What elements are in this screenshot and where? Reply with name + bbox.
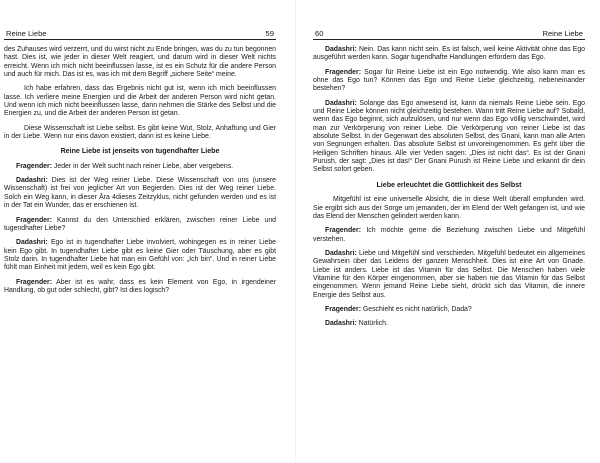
speaker-label: Fragender: xyxy=(325,227,361,235)
left-page-number: 59 xyxy=(265,29,274,38)
dialogue-text: Liebe und Mitgefühl sind verschieden. Mitgefühl bedeutet ein allgemeines Gewahrsein über das Leidens der ganzen Menschheit. Dies ist eine Art von Gnade. Liebe ist anders. Liebe ist das Vitamin für das Selbst. Die Menschen haben viele Vitamine für den Körper eingenommen, aber sie haben nie das Vitamin für das Selbst eingenommen. Wenn jemand Reine Liebe sieht, drückt sich das Vitamin, die innere Energie des Selbst aus. xyxy=(313,249,585,299)
speaker-label: Dadashri: xyxy=(325,99,357,107)
right-page xyxy=(301,0,591,463)
body-paragraph: Ich habe erfahren, dass das Ergebnis nicht gut ist, wenn ich mich beeinflussen lasse. Ich verliere meine Energien und die Arbeit der anderen Person wird nicht getan. Und wenn ich mich nicht beeinflussen lasse, dann nehmen die Stärke des Selbst und die Energien zu, und die Arbeit der anderen Person ist getan. xyxy=(4,85,276,118)
dialogue-text: Geschieht es nicht natürlich, Dada? xyxy=(361,305,472,313)
dialogue-text: Aber ist es wahr, dass es kein Element von Ego, in irgendeiner Handlung, ob gut oder schlecht, gibt? Ist dies logisch? xyxy=(4,278,276,294)
speaker-label: Dadashri: xyxy=(16,239,48,247)
dialogue-text: Sogar für Reine Liebe ist ein Ego notwendig. Wie also kann man es ohne das Ego tun? Können das Ego und Reine Liebe gleichzeitig, nebeneinander bestehen? xyxy=(313,68,585,93)
right-page-body xyxy=(313,46,585,329)
dialogue-paragraph xyxy=(4,163,276,171)
dialogue-paragraph xyxy=(4,217,276,234)
dialogue-text: Solange das Ego anwesend ist, kann da niemals Reine Liebe sein. Ego und Reine Liebe können nicht gleichzeitig bestehen. Wann tritt Reine Liebe auf? Sobald, wenn das Ego beginnt, sich aufzulösen, und nur wenn das Ego völlig verschwindet, wird man zur Verkörperung von reiner Liebe. Die Verkörperung von reiner Liebe ist das absolute Selbst. In der Gegenwart des absoluten Selbst, des Gnani, kann man alle Arten von Segnungen erhalten. Das absolute Selbst ist unvoreingenommen. Es geht über die Heiligen Schriften hinaus. Alle vier Veden sagen: „Dies ist nicht das“. Es ist der Gnani Purush, der sagt: „Dies ist das!“ Der Gnani Purush ist Reine Liebe und erkannt dir dein Selbst sofort geben. xyxy=(313,99,585,174)
body-paragraph: Mitgefühl ist eine universelle Absicht, die in diese Welt überall empfunden wird. Sie ergibt sich aus der Sorge um jemanden, der im Elend der Welt gefangen ist, und wie das Elend der Menschen gelindert werden kann. xyxy=(313,196,585,220)
left-page-body xyxy=(4,46,276,295)
dialogue-paragraph xyxy=(313,227,585,244)
dialogue-paragraph xyxy=(313,46,585,63)
dialogue-text: Kannst du den Unterschied erklären, zwischen reiner Liebe und tugendhafter Liebe? xyxy=(4,216,276,232)
left-page xyxy=(0,0,290,463)
right-page-header xyxy=(313,18,585,40)
speaker-label: Dadashri: xyxy=(16,177,48,185)
dialogue-text: Dies ist der Weg reiner Liebe. Diese Wissenschaft von uns (unsere Wissenschaft) ist frei von jeglicher Art von Begierden. Dies ist der Weg reiner Liebe. Solch ein Weg kann, in dieser Āra 4dieses Zeitzyklus, nicht gefunden werden und es ist in der Tat ein Wunder, das er erschienen ist. xyxy=(4,177,276,210)
speaker-label: Dadashri: xyxy=(325,46,357,53)
right-header-title: Reine Liebe xyxy=(542,29,583,38)
left-page-header xyxy=(4,18,276,40)
speaker-label: Dadashri: xyxy=(325,249,357,257)
speaker-label: Dadashri: xyxy=(325,320,357,328)
dialogue-paragraph xyxy=(4,279,276,296)
dialogue-text: Ich möchte gerne die Beziehung zwischen Liebe und Mitgefühl verstehen. xyxy=(313,227,585,243)
speaker-label: Fragender: xyxy=(325,305,361,313)
section-heading: Reine Liebe ist jenseits von tugendhafter Liebe xyxy=(60,147,220,156)
dialogue-paragraph xyxy=(313,250,585,300)
dialogue-paragraph xyxy=(313,69,585,94)
speaker-label: Fragender: xyxy=(325,68,361,76)
dialogue-paragraph xyxy=(4,239,276,272)
dialogue-paragraph xyxy=(313,306,585,314)
dialogue-paragraph xyxy=(313,320,585,328)
speaker-label: Fragender: xyxy=(16,278,52,286)
dialogue-text: Natürlich. xyxy=(356,320,388,328)
body-paragraph: Diese Wissenschaft ist Liebe selbst. Es gibt keine Wut, Stolz, Anhaftung und Gier in der Liebe. Wenn nur eins davon existiert, dann ist es keine Liebe. xyxy=(4,124,276,141)
left-header-title: Reine Liebe xyxy=(6,29,47,38)
speaker-label: Fragender: xyxy=(16,162,52,170)
dialogue-text: Jeder in der Welt sucht nach reiner Liebe, aber vergebens. xyxy=(52,162,234,170)
dialogue-paragraph xyxy=(313,100,585,175)
dialogue-text: Ego ist in tugendhafter Liebe involviert, wohingegen es in reiner Liebe kein Ego gibt. In tugendhafter Liebe gibt es keine Gier oder Täuschung, aber es gibt Stolz darin. In tugendhafter Liebe hat man ein Gefühl von: „Ich bin“. Und in reiner Liebe fühlt man Einheit mit jedem, weil es kein Ego gibt. xyxy=(4,239,276,272)
right-page-number: 60 xyxy=(315,29,324,38)
page-gutter xyxy=(295,0,296,463)
body-paragraph: des Zuhauses wird verzerrt, und du wirst nicht zu Ende bringen, was du zu tun begonnen hast. Dies ist, wie jeder in dieser Welt reagiert, und darum wird in dieser Welt nichts erreicht. Wenn ich mich nicht beeinflussen lasse, ist es ein Schutz für die andere Person und auch für mich. Das ist es, was ich mit dem Begriff „sichere Seite“ meine. xyxy=(4,46,276,79)
dialogue-paragraph xyxy=(4,177,276,210)
dialogue-text: Nein. Das kann nicht sein. Es ist falsch, weil keine Aktivität ohne das Ego ausgeführt werden kann. Sogar tugendhafte Handlungen erfordern das Ego. xyxy=(313,46,585,62)
section-heading: Liebe erleuchtet die Göttlichkeit des Selbst xyxy=(376,180,522,189)
speaker-label: Fragender: xyxy=(16,216,52,224)
